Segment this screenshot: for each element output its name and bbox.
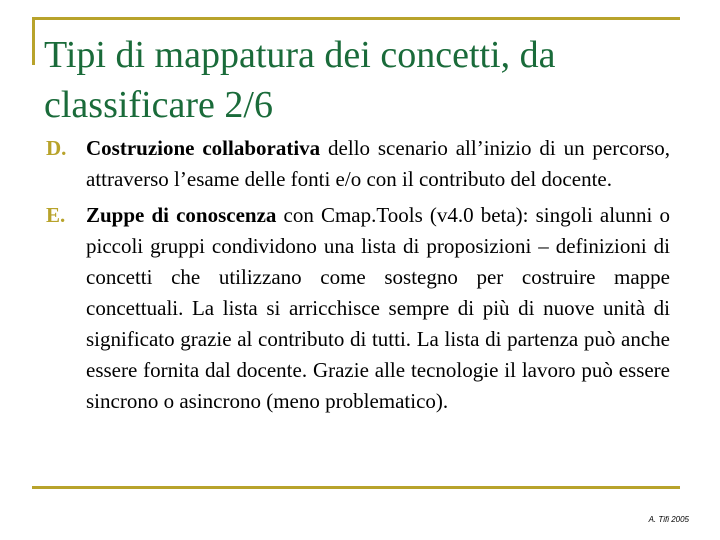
author-credit: A. Tifi 2005	[648, 515, 689, 524]
item-marker: D.	[46, 136, 67, 160]
list-item	[46, 200, 670, 417]
item-text	[86, 133, 670, 195]
slide-title: Tipi di mappatura dei concetti, da classificare 2/6	[44, 34, 556, 126]
decorative-vertical-line	[32, 17, 35, 65]
item-body: dello scenario all’inizio di un percorso, attraverso l’esame delle fonti e/o con il contributo del docente.	[86, 136, 670, 191]
decorative-top-line	[32, 17, 680, 20]
item-marker: E.	[46, 203, 66, 227]
bullet-list	[46, 133, 670, 417]
item-bold-term: Costruzione collaborativa	[86, 136, 321, 160]
item-bold-term: Zuppe di conoscenza	[86, 203, 277, 227]
item-text	[86, 200, 670, 417]
item-body: con Cmap.Tools (v4.0 beta): singoli alunni o piccoli gruppi condividono una lista di proposizioni – definizioni di concetti che utilizzano come sostegno per costruire mappe concettuali. La lista si arricchisce sempre di più di nuove unità di significato grazie al contributo di tutti. La lista di partenza può anche essere fornita dal docente. Grazie alle tecnologie il lavoro può essere sincrono o asincrono (meno problematico).	[86, 203, 670, 413]
list-item	[46, 133, 670, 195]
decorative-bottom-line	[32, 486, 680, 489]
